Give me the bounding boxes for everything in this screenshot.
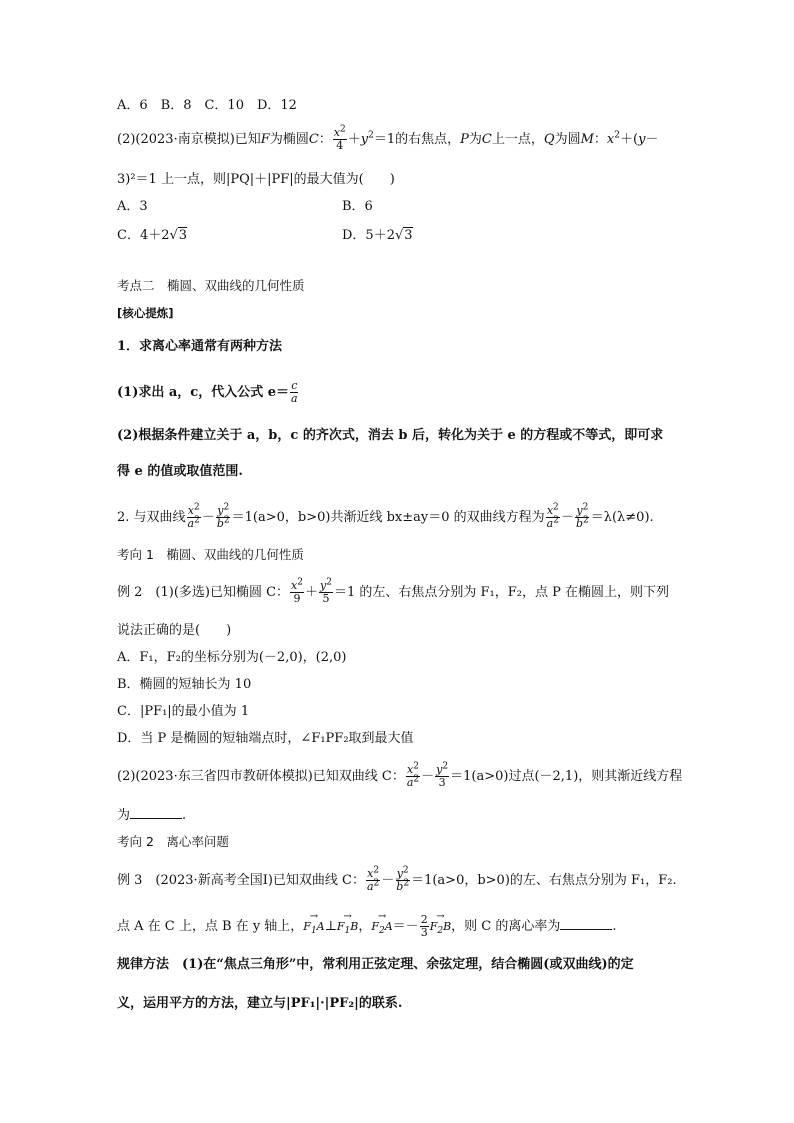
frac-x2-a2-d: $\frac{x^2}{a^2}$	[366, 865, 380, 893]
q2-mid4: 上一点，	[491, 132, 544, 147]
q2-mid3: 为	[468, 132, 482, 147]
p1-item-b-line2: 得 e 的值或取值范围.	[117, 464, 243, 479]
ex2-part2-line2: 为 .	[117, 808, 187, 823]
ex2-prefix: 例 2 (1)(多选)已知椭圆 C：	[117, 585, 290, 600]
ex3-line2-a: 点 A 在 C 上，点 B 在 y 轴上，	[117, 919, 304, 934]
ex2-part2-suffix: ＝1(a>0)过点(－2,1)，则其渐近线方程	[450, 769, 683, 784]
frac-x2-9: $\frac{x^2}{9}$	[291, 577, 303, 605]
ex3-line2-b: ，则 C 的离心率为	[451, 919, 561, 934]
q2-mid5: 为圆	[554, 132, 581, 147]
q2-option-c: C．4＋2√3	[117, 228, 188, 243]
ex3-prefix: 例 3 (2023·新高考全国Ⅰ)已知双曲线 C：	[117, 873, 365, 888]
vector-f2b: → $F_2B$	[430, 915, 451, 936]
frac-x2-a2: $\frac{x^2}{a^2}$	[187, 502, 200, 530]
p2-prefix: 2. 与双曲线	[117, 510, 186, 525]
ex2-option-d: D．当 P 是椭圆的短轴端点时，∠F₁PF₂取到最大值	[117, 731, 414, 746]
q2-option-c-sqrt: 3	[178, 228, 188, 243]
core-label: [核心提炼]	[117, 306, 174, 320]
frac-y2-b2-d: $\frac{y^2}{b^2}$	[396, 865, 410, 893]
direction-2: 考向 2 离心率问题	[117, 834, 229, 849]
ex2-part2-line2-text: 为	[117, 808, 131, 823]
frac-c-a: $\frac{c}{a}$	[291, 379, 298, 405]
vector-f1a: → $F_1A$	[303, 915, 324, 936]
frac-x2-a2-b: $\frac{x^2}{a^2}$	[546, 502, 559, 530]
q2-stem-line1: (2)(2023·南京模拟)已知F为椭圆C： $\frac{x^2}{4}$ $+y^2=1$的右焦点，P为C上一点，Q为圆M：$x^2+(y-$	[117, 124, 659, 152]
ex2-option-a: A．F₁，F₂的坐标分别为(－2,0)，(2,0)	[117, 650, 347, 665]
p1-item-a-text: (1)求出 a，c，代入公式 e＝	[117, 385, 290, 400]
ex2-stem-line1: 例 2 (1)(多选)已知椭圆 C： $\frac{x^2}{9}$ ＋ $\frac{y^2}{5}$ ＝1 的左、右焦点分别为 F₁，F₂，点 P 在椭圆上，则下列	[117, 577, 669, 605]
method-line2: 义，运用平方的方法，建立与|PF₁|·|PF₂|的联系.	[117, 996, 403, 1011]
q1-choices: A．6 B．8 C．10 D．12	[117, 98, 297, 113]
answer-blank-2	[560, 917, 612, 930]
p1-title: 1．求离心率通常有两种方法	[117, 339, 283, 354]
q2-mid1: 为椭圆	[269, 132, 309, 147]
direction-1: 考向 1 椭圆、双曲线的几何性质	[117, 547, 304, 562]
q2-option-b: B．6	[342, 199, 373, 214]
q2-stem-line2: 3)²＝1 上一点，则|PQ|＋|PF|的最大值为( )	[117, 172, 395, 187]
ex2-part2-prefix: (2)(2023·东三省四市教研体模拟)已知双曲线 C：	[117, 769, 405, 784]
q2-option-d-sqrt: 3	[404, 228, 413, 243]
vector-f1b: → $F_1B$	[337, 915, 358, 936]
p2-suffix: ＝λ(λ≠0).	[590, 510, 654, 525]
frac-2-3: $\frac{2}{3}$	[420, 913, 428, 939]
q2-mid2: 的右焦点，	[395, 132, 461, 147]
q2-option-d-prefix: D．5＋2	[342, 228, 395, 243]
q2-prefix: (2)(2023·南京模拟)已知	[117, 132, 261, 147]
ex3-suffix: ＝1(a>0，b>0)的左、右焦点分别为 F₁，F₂.	[411, 873, 677, 888]
frac-x2-a2-c: $\frac{x^2}{a^2}$	[406, 761, 420, 789]
vector-f2a: → $F_2A$	[371, 915, 392, 936]
ex2-part2-line1: (2)(2023·东三省四市教研体模拟)已知双曲线 C： $\frac{x^2}{a^2}$ － $\frac{y^2}{3}$ ＝1(a>0)过点(－2,1)，则其渐近线方程	[117, 761, 683, 789]
ex3-stem-line2: 点 A 在 C 上，点 B 在 y 轴上，→ $F_1A\perp\to F_1B$，→ $F_2A=-$ $\frac{2}{3}$ → $F_2B$，则 C 的离心率为 .	[117, 914, 617, 939]
q2-option-d: D．5＋2√3	[342, 228, 413, 243]
q2-option-a: A．3	[117, 199, 148, 214]
frac-y2-3: $\frac{y^2}{3}$	[436, 761, 449, 789]
frac-y2-b2-b: $\frac{y^2}{b^2}$	[575, 502, 589, 530]
section-title: 考点二 椭圆、双曲线的几何性质	[117, 278, 305, 293]
ex2-option-b: B．椭圆的短轴长为 10	[117, 677, 252, 692]
ex2-option-c: C．|PF₁|的最小值为 1	[117, 704, 250, 719]
q2-option-c-prefix: C．4＋2	[117, 228, 170, 243]
ex2-stem-line2: 说法正确的是( )	[117, 623, 232, 638]
p1-item-b-line1: (2)根据条件建立关于 a，b，c 的齐次式，消去 b 后，转化为关于 e 的方程或不等式，即可求	[117, 428, 664, 443]
method-line1: 规律方法 (1)在“焦点三角形”中，常利用正弦定理、余弦定理，结合椭圆(或双曲线)的定	[117, 957, 634, 972]
answer-blank	[130, 806, 182, 819]
frac-x2-4: $\frac{x^2}{4}$	[333, 124, 346, 152]
p2-mid: ＝1(a>0，b>0)共渐近线 bx±ay＝0 的双曲线方程为	[231, 510, 545, 525]
frac-y2-b2: $\frac{y^2}{b^2}$	[216, 502, 230, 530]
ex3-stem-line1: 例 3 (2023·新高考全国Ⅰ)已知双曲线 C： $\frac{x^2}{a^2}$ － $\frac{y^2}{b^2}$ ＝1(a>0，b>0)的左、右焦点分别为 F₁，F₂.	[117, 865, 677, 893]
ex2-suffix: ＝1 的左、右焦点分别为 F₁，F₂，点 P 在椭圆上，则下列	[333, 585, 669, 600]
p1-item-a	[117, 380, 300, 405]
p2: 2. 与双曲线 $\frac{x^2}{a^2}$ － $\frac{y^2}{b^2}$ ＝1(a>0，b>0)共渐近线 bx±ay＝0 的双曲线方程为 $\frac{x^2}{a^2}$ － $\frac{y^2}{b^2}$ ＝λ(λ≠0).	[117, 502, 654, 530]
frac-y2-5: $\frac{y^2}{5}$	[320, 577, 332, 605]
